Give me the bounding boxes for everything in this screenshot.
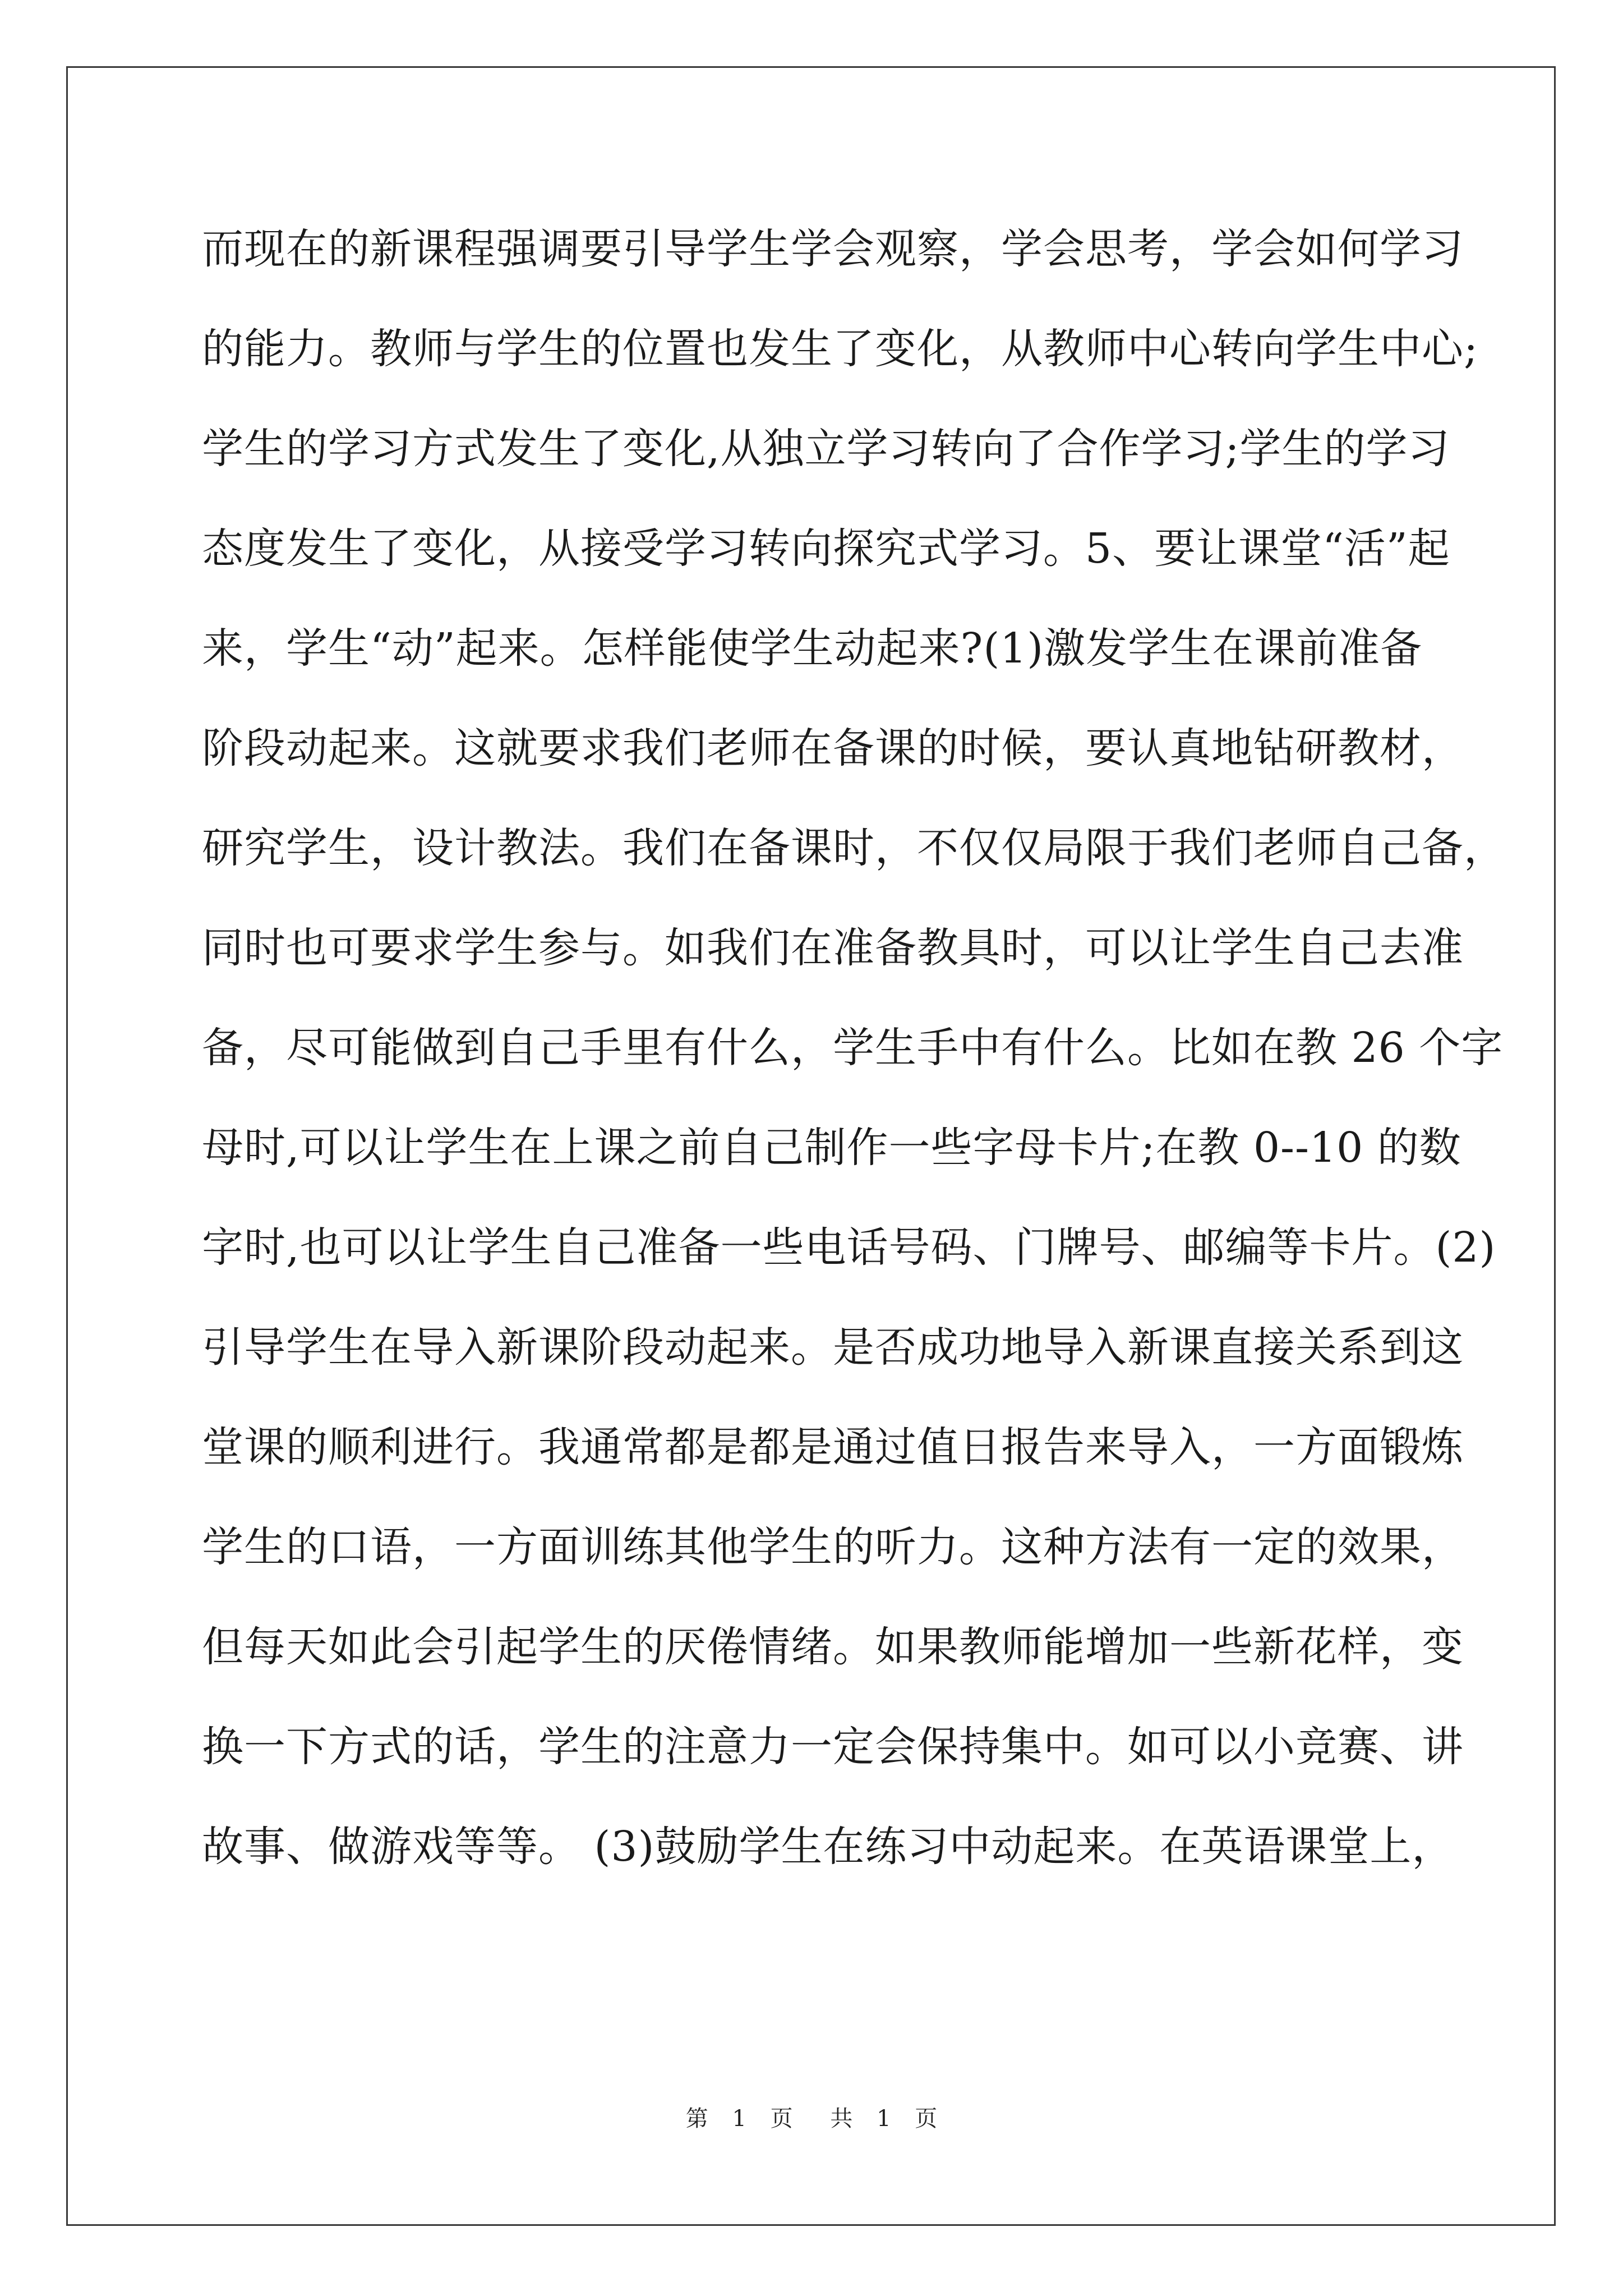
text-line: 研究学生，设计教法。我们在备课时，不仅仅局限于我们老师自己备， (202, 824, 1506, 872)
text-line: 换一下方式的话，学生的注意力一定会保持集中。如可以小竞赛、讲 (202, 1723, 1464, 1771)
text-line: 备，尽可能做到自己手里有什么，学生手中有什么。比如在教 26 个字 (202, 1024, 1504, 1072)
text-line: 字时,也可以让学生自己准备一些电话号码、门牌号、邮编等卡片。(2) (202, 1223, 1496, 1272)
text-line: 学生的学习方式发生了变化,从独立学习转向了合作学习;学生的学习 (202, 425, 1450, 473)
text-line: 而现在的新课程强调要引导学生学会观察，学会思考，学会如何学习 (202, 225, 1464, 273)
text-line: 态度发生了变化，从接受学习转向探究式学习。5、要让课堂“活”起 (202, 524, 1450, 573)
text-line: 引导学生在导入新课阶段动起来。是否成功地导入新课直接关系到这 (202, 1323, 1464, 1372)
text-line: 母时,可以让学生在上课之前自己制作一些字母卡片;在教 0--10 的数 (202, 1124, 1461, 1172)
text-line: 学生的口语，一方面训练其他学生的听力。这种方法有一定的效果， (202, 1523, 1464, 1571)
text-line: 但每天如此会引起学生的厌倦情绪。如果教师能增加一些新花样，变 (202, 1623, 1464, 1671)
page-number-total: 共 1 页 (830, 2106, 938, 2132)
text-line: 来，学生“动”起来。怎样能使学生动起来?(1)激发学生在课前准备 (202, 624, 1423, 673)
text-line: 阶段动起来。这就要求我们老师在备课的时候，要认真地钻研教材， (202, 724, 1464, 772)
page-number-current: 第 1 页 (685, 2106, 793, 2132)
text-line: 故事、做游戏等等。 (3)鼓励学生在练习中动起来。在英语课堂上， (202, 1823, 1454, 1871)
text-line: 的能力。教师与学生的位置也发生了变化，从教师中心转向学生中心; (202, 325, 1478, 373)
text-line: 堂课的顺利进行。我通常都是都是通过值日报告来导入，一方面锻炼 (202, 1423, 1464, 1471)
text-line: 同时也可要求学生参与。如我们在准备教具时，可以让学生自己去准 (202, 924, 1464, 972)
document-body (202, 199, 1506, 1897)
page-footer (0, 2101, 1623, 2133)
